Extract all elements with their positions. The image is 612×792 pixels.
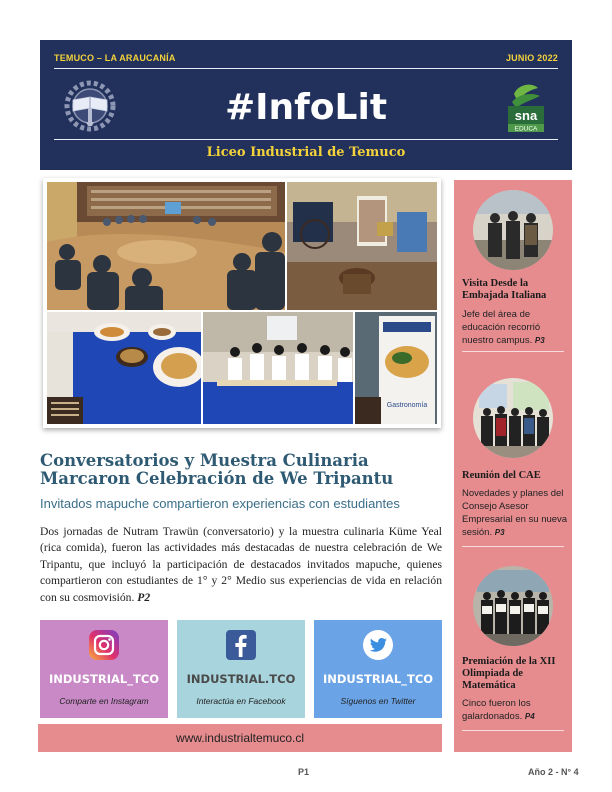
sidebar-item-1-title: Visita Desde la Embajada Italiana	[462, 278, 547, 301]
sidebar-item-1-page-ref: P3	[534, 336, 545, 345]
sidebar-item-2-text: Novedades y planes del Consejo Asesor Empresarial en su nueva sesión. P3	[462, 488, 568, 538]
sna-leaf-icon	[508, 80, 544, 132]
svg-text:EDUCA: EDUCA	[514, 125, 538, 132]
lead-article-body	[40, 524, 442, 606]
lead-article-title: Conversatorios y Muestra Culinaria Marcaron Celebración de We Tripantu	[40, 451, 394, 488]
masthead-rule-top	[54, 68, 558, 69]
collage-image	[47, 182, 437, 424]
lead-article-subtitle: Invitados mapuche compartieron experiencias con estudiantes	[40, 496, 400, 511]
sidebar-item-3-page-ref: P4	[524, 712, 535, 721]
instagram-caption: Comparte en Instagram	[59, 696, 149, 706]
sidebar-divider	[462, 351, 564, 352]
twitter-caption: Síguenos en Twitter	[340, 696, 416, 706]
sidebar-divider	[462, 546, 564, 547]
twitter-card[interactable]	[314, 620, 442, 718]
svg-text:sna: sna	[514, 108, 538, 123]
sidebar-photo-embassy	[473, 190, 553, 270]
masthead-title: #InfoLit	[224, 87, 388, 128]
sidebar-photo-cae	[473, 378, 553, 458]
facebook-card[interactable]	[177, 620, 305, 718]
sidebar-highlights	[454, 180, 572, 752]
masthead-subtitle: Liceo Industrial de Temuco	[206, 145, 406, 160]
instagram-icon	[88, 629, 120, 661]
sidebar-item-2-page-ref: P3	[494, 528, 505, 537]
sidebar-item-1-text: Jefe del área de educación recorrió nuestro campus. P3	[462, 309, 545, 346]
instagram-card[interactable]	[40, 620, 168, 718]
facebook-caption: Interactúa en Facebook	[196, 696, 286, 706]
facebook-icon	[225, 629, 257, 661]
twitter-icon	[362, 629, 394, 661]
sidebar-divider	[462, 730, 564, 731]
sidebar-item-3-title: Premiación de la XII Olimpiada de Matemática	[462, 656, 556, 691]
masthead	[40, 40, 572, 170]
lead-article-text: Dos jornadas de Nutram Trawün (conversatorio) y la muestra culinaria Küme Yeal (rica comida), fueron las actividades más destacadas de nuestra celebración de We Tripantu, que incluyó la participación de destacados invitados mapuche, quienes compartieron con estudiantes de 1° y 2° Medio sus experiencias de vida en relación con su cosmovisión.	[40, 525, 442, 604]
lead-article-page-ref: P2	[137, 590, 151, 604]
masthead-rule-bottom	[54, 139, 558, 140]
masthead-date: JUNIO 2022	[505, 53, 558, 63]
facebook-handle: INDUSTRIAL.TCO	[186, 672, 296, 686]
cover-photo-collage	[43, 178, 441, 428]
sidebar-item-3-text: Cinco fueron los galardonados. P4	[462, 698, 535, 722]
issue-number: Año 2 - N° 4	[528, 767, 579, 777]
sna-educa-logo	[508, 80, 544, 132]
twitter-handle: INDUSTRIAL_TCO	[322, 672, 434, 686]
masthead-location: TEMUCO – LA ARAUCANÍA	[54, 53, 176, 63]
sidebar-photo-olympiad	[473, 566, 553, 646]
sidebar-item-2-title: Reunión del CAE	[462, 470, 541, 481]
instagram-handle: INDUSTRIAL_TCO	[48, 672, 160, 686]
page-number: P1	[298, 767, 310, 777]
website-link[interactable]: www.industrialtemuco.cl	[38, 724, 442, 752]
svg-text:Gastronomía: Gastronomía	[386, 402, 428, 409]
